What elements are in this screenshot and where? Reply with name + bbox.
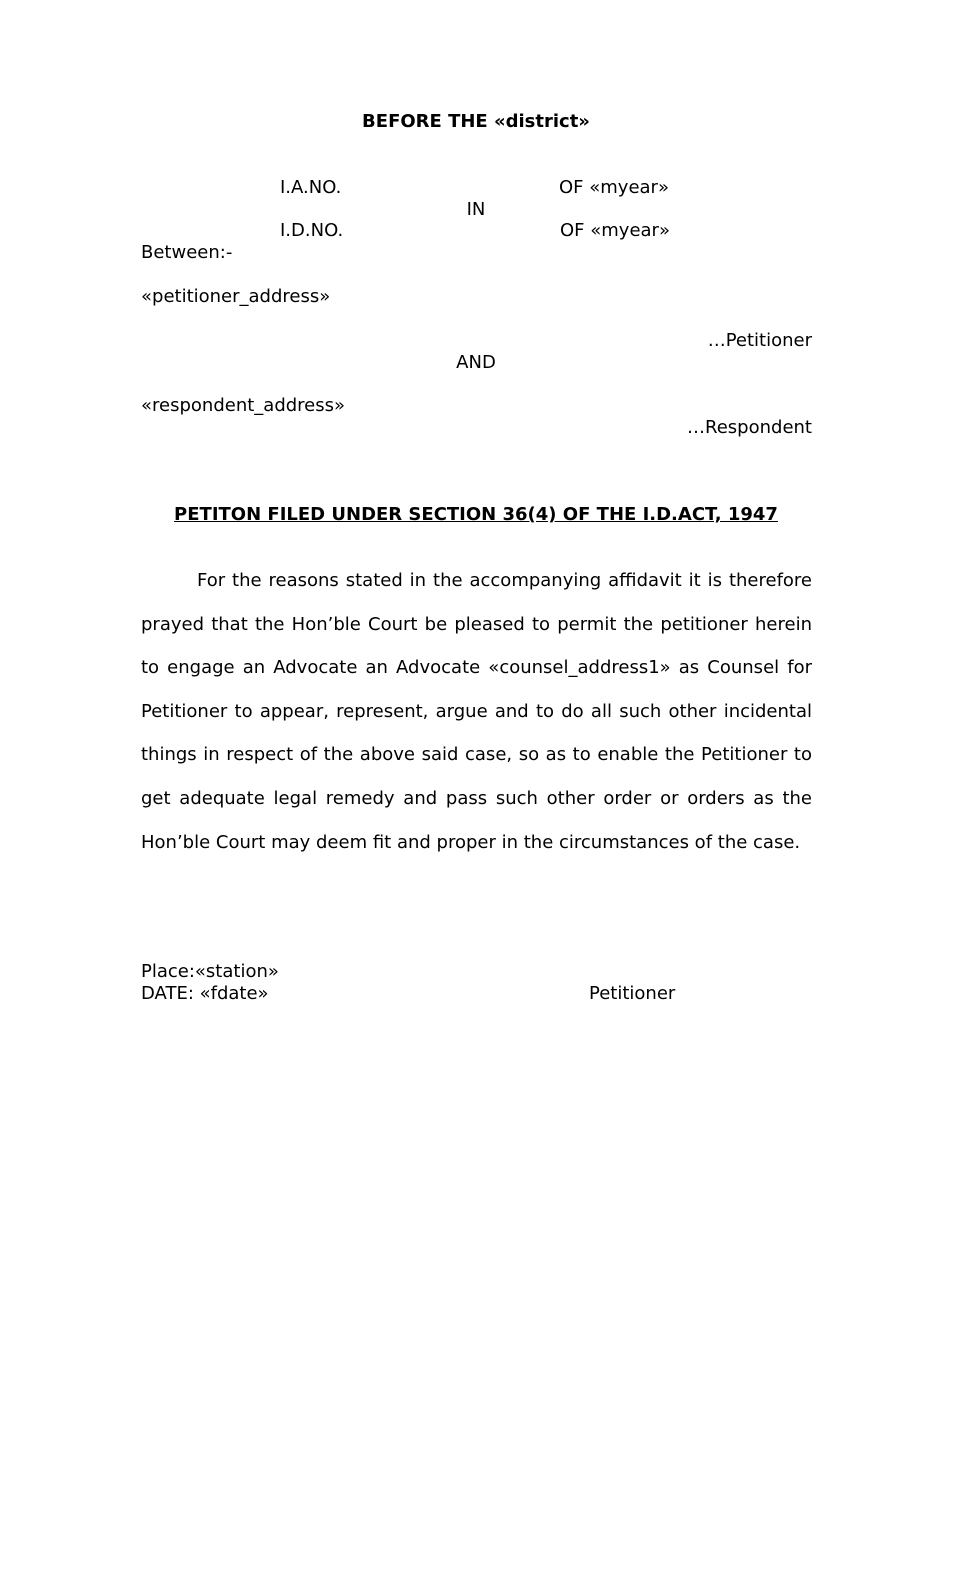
place-line: Place:«station» xyxy=(141,961,279,982)
signature-label: Petitioner xyxy=(589,983,676,1004)
petitioner-role: …Petitioner xyxy=(707,330,812,351)
court-heading: BEFORE THE «district» xyxy=(362,111,590,132)
respondent-address: «respondent_address» xyxy=(141,395,346,416)
date-line: DATE: «fdate» xyxy=(141,983,269,1004)
id-number-label: I.D.NO. xyxy=(280,220,344,241)
ia-number-label: I.A.NO. xyxy=(280,177,342,198)
petition-title: PETITON FILED UNDER SECTION 36(4) OF THE I.D.ACT, 1947 xyxy=(174,504,778,525)
and-connector: AND xyxy=(456,352,496,373)
between-label: Between:- xyxy=(141,242,233,263)
in-connector: IN xyxy=(466,199,486,220)
petitioner-address: «petitioner_address» xyxy=(141,286,331,307)
respondent-role: …Respondent xyxy=(687,417,812,438)
ia-year-label: OF «myear» xyxy=(559,177,669,198)
id-year-label: OF «myear» xyxy=(560,220,670,241)
petition-body-paragraph: For the reasons stated in the accompanying affidavit it is therefore prayed that the Hon’ble Court be pleased to permit the petitioner herein to engage an Advocate an Advocate «counsel_address1» as Counsel for Petitioner to appear, represent, argue and to do all such other incidental things in respect of the above said case, so as to enable the Petitioner to get adequate legal remedy and pass such other order or orders as the Hon’ble Court may deem fit and proper in the circumstances of the case. xyxy=(141,570,812,853)
